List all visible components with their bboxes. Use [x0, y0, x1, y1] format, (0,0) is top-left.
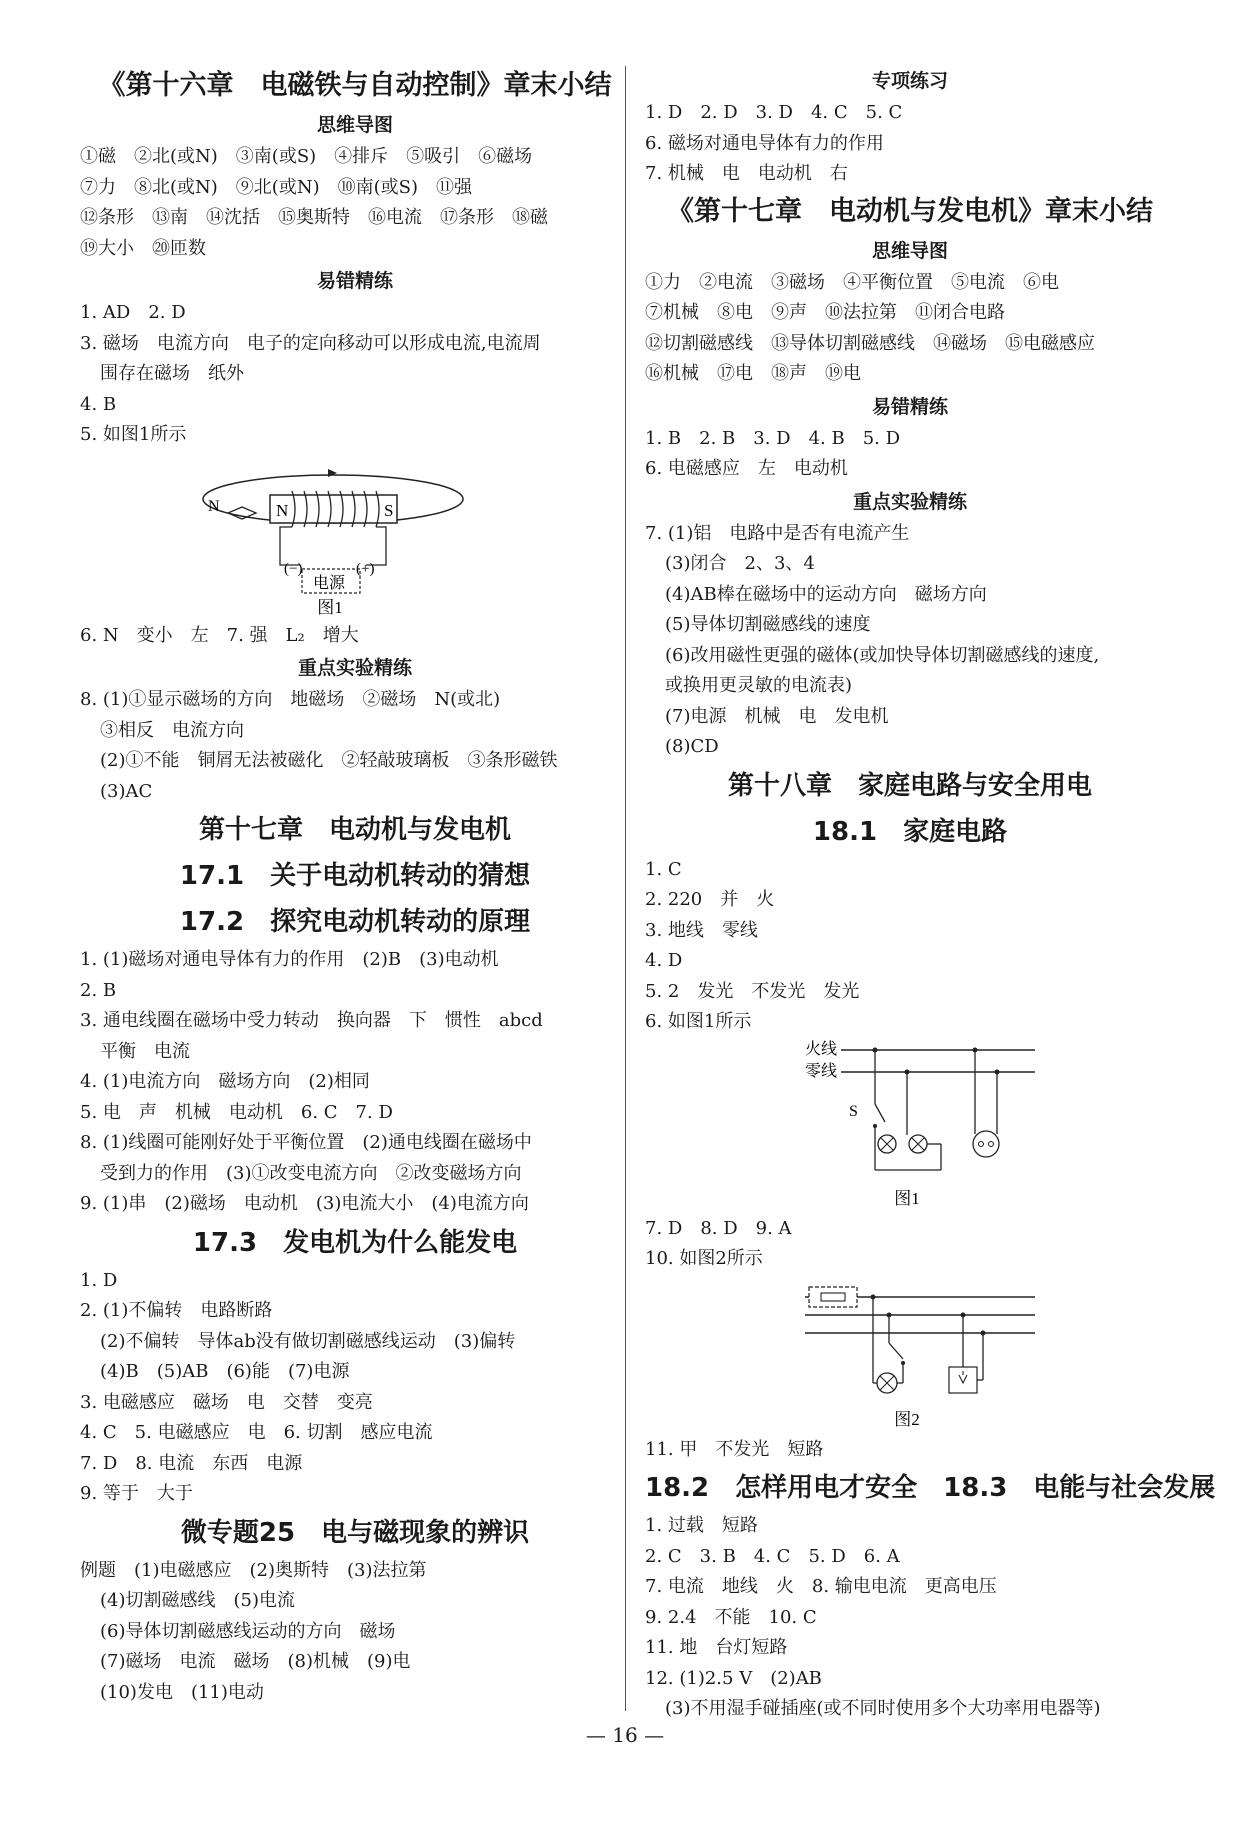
text-line: ⑯机械 ⑰电 ⑱声 ⑲电: [645, 363, 861, 384]
section-17-3-title: 17.3 发电机为什么能发电: [192, 1227, 518, 1258]
text-line: 1. AD 2. D: [80, 302, 186, 323]
figure-caption: 图2: [894, 1409, 920, 1429]
text-line: 3. 地线 零线: [645, 919, 758, 941]
neutral-wire-label: 零线: [805, 1062, 838, 1080]
mindmap-heading: 思维导图: [871, 239, 948, 262]
text-line: ①磁 ②北(或N) ③南(或S) ④排斥 ⑤吸引 ⑥磁场: [80, 146, 533, 167]
figure-household-circuit-1: [645, 1038, 1175, 1214]
text-line: 1. B 2. B 3. D 4. B 5. D: [645, 427, 901, 449]
text-line: 9. 等于 大于: [80, 1483, 193, 1504]
text-line: ⑫切割磁感线 ⑬导体切割磁感线 ⑭磁场 ⑮电磁感应: [645, 332, 1095, 354]
text-line: 平衡 电流: [100, 1040, 190, 1062]
section-18-1-title: 18.1 家庭电路: [812, 816, 1008, 847]
text-line: 3. 磁场 电流方向 电子的定向移动可以形成电流,电流周: [80, 332, 541, 354]
positive-terminal-label: (+): [356, 560, 375, 577]
right-column: [645, 64, 1216, 1725]
text-line: 1. C: [645, 858, 682, 880]
text-line: ⑦力 ⑧北(或N) ⑨北(或N) ⑩南(或S) ⑪强: [80, 176, 472, 198]
text-line: (4)AB棒在磁场中的运动方向 磁场方向: [665, 583, 987, 605]
household-circuit-diagram: [645, 1038, 1175, 1214]
text-line: 4. (1)电流方向 磁场方向 (2)相同: [80, 1071, 370, 1092]
text-line: 1. 过载 短路: [645, 1515, 758, 1536]
errors-heading: 易错精练: [316, 270, 393, 292]
special-practice-heading: 专项练习: [871, 70, 948, 92]
text-line: 7. (1)铝 电路中是否有电流产生: [645, 522, 910, 544]
text-line: 12. (1)2.5 V (2)AB: [645, 1667, 822, 1689]
text-line: (5)导体切割磁感线的速度: [665, 614, 871, 635]
text-line: 11. 地 台灯短路: [645, 1637, 788, 1658]
text-line: 围存在磁场 纸外: [100, 363, 244, 384]
text-line: 2. (1)不偏转 电路断路: [80, 1300, 273, 1321]
figure-caption: 图1: [317, 597, 343, 617]
experiment-heading: 重点实验精练: [297, 657, 412, 679]
text-line: 2. C 3. B 4. C 5. D 6. A: [645, 1545, 900, 1567]
text-line: 2. B: [80, 979, 117, 1001]
text-line: 1. D: [80, 1269, 118, 1291]
left-column: [80, 64, 630, 1708]
text-line: 6. N 变小 左 7. 强 L₂ 增大: [80, 624, 359, 646]
text-line: 1. D 2. D 3. D 4. C 5. C: [645, 102, 903, 123]
text-line: ⑲大小 ⑳匝数: [80, 237, 206, 259]
text-line: 5. 2 发光 不发光 发光: [645, 980, 860, 1002]
chapter17-title: 第十七章 电动机与发电机: [198, 815, 511, 845]
text-line: (6)改用磁性更强的磁体(或加快导体切割磁感线的速度,: [665, 644, 1100, 666]
switch-label: S: [849, 1102, 858, 1120]
text-line: 4. D: [645, 950, 683, 971]
text-line: 7. D 8. 电流 东西 电源: [80, 1452, 303, 1474]
text-line: 9. (1)串 (2)磁场 电动机 (3)电流大小 (4)电流方向: [80, 1193, 529, 1214]
figure-caption: 图1: [894, 1188, 920, 1208]
core-n-label: N: [276, 500, 289, 520]
core-s-label: S: [384, 500, 394, 520]
text-line: (4)切割磁感线 (5)电流: [100, 1590, 295, 1611]
text-line: (3)AC: [100, 780, 153, 802]
text-line: ⑦机械 ⑧电 ⑨声 ⑩法拉第 ⑪闭合电路: [645, 302, 1005, 323]
section-18-2-title: 18.2 怎样用电才安全 18.3 电能与社会发展: [645, 1473, 1216, 1503]
experiment-heading: 重点实验精练: [852, 490, 967, 513]
text-line: (8)CD: [665, 736, 719, 757]
power-source-label: 电源: [313, 574, 346, 592]
text-line: (4)B (5)AB (6)能 (7)电源: [100, 1361, 350, 1382]
text-line: (7)磁场 电流 磁场 (8)机械 (9)电: [100, 1651, 411, 1672]
compass-n-label: N: [208, 497, 220, 515]
chapter18-title: 第十八章 家庭电路与安全用电: [727, 770, 1092, 801]
text-line: 8. (1)①显示磁场的方向 地磁场 ②磁场 N(或北): [80, 689, 501, 710]
text-line: (7)电源 机械 电 发电机: [665, 705, 889, 727]
text-line: 1. (1)磁场对通电导体有力的作用 (2)B (3)电动机: [80, 949, 499, 970]
text-line: 6. 磁场对通电导体有力的作用: [645, 132, 884, 154]
text-line: ①力 ②电流 ③磁场 ④平衡位置 ⑤电流 ⑥电: [645, 271, 1059, 293]
text-line: 9. 2.4 不能 10. C: [645, 1606, 817, 1628]
text-line: 6. 如图1所示: [645, 1011, 752, 1032]
mindmap-heading: 思维导图: [316, 114, 393, 136]
text-line: (2)不偏转 导体ab没有做切割磁感线运动 (3)偏转: [100, 1330, 516, 1352]
negative-terminal-label: (−): [284, 560, 303, 577]
text-line: 3. 通电线圈在磁场中受力转动 换向器 下 惯性 abcd: [80, 1010, 543, 1031]
text-line: 7. 电流 地线 火 8. 输电电流 更高电压: [645, 1576, 997, 1597]
text-line: 7. 机械 电 电动机 右: [645, 163, 848, 184]
text-line: 4. B: [80, 393, 117, 415]
text-line: ③相反 电流方向: [100, 719, 244, 741]
fuse-circuit-diagram: [645, 1275, 1175, 1435]
figure-household-circuit-2: [645, 1275, 1175, 1435]
text-line: (2)①不能 铜屑无法被磁化 ②轻敲玻璃板 ③条形磁铁: [100, 750, 558, 771]
text-line: 例题 (1)电磁感应 (2)奥斯特 (3)法拉第: [80, 1559, 427, 1581]
summary17-title: 《第十七章 电动机与发电机》章末小结: [667, 195, 1153, 227]
summary16-title: 《第十六章 电磁铁与自动控制》章末小结: [98, 70, 612, 101]
micro-topic-25-title: 微专题25 电与磁现象的辨识: [180, 1517, 530, 1548]
text-line: 2. 220 并 火: [645, 889, 775, 910]
section-17-2-title: 17.2 探究电动机转动的原理: [179, 907, 531, 937]
text-line: 7. D 8. D 9. A: [645, 1217, 792, 1239]
text-line: 3. 电磁感应 磁场 电 交替 变亮: [80, 1391, 373, 1413]
page-number: — 16 —: [585, 1723, 665, 1747]
live-wire-label: 火线: [805, 1040, 838, 1058]
figure-electromagnet: [80, 451, 630, 621]
electromagnet-diagram: [80, 451, 630, 621]
text-line: (10)发电 (11)电动: [100, 1681, 264, 1703]
text-line: 或换用更灵敏的电流表): [665, 675, 853, 696]
text-line: 10. 如图2所示: [645, 1248, 763, 1269]
errors-heading: 易错精练: [871, 395, 948, 418]
text-line: 受到力的作用 (3)①改变电流方向 ②改变磁场方向: [100, 1162, 522, 1184]
text-line: 6. 电磁感应 左 电动机: [645, 458, 848, 479]
text-line: 5. 电 声 机械 电动机 6. C 7. D: [80, 1101, 393, 1123]
text-line: 8. (1)线圈可能刚好处于平衡位置 (2)通电线圈在磁场中: [80, 1132, 532, 1153]
text-line: ⑫条形 ⑬南 ⑭沈括 ⑮奥斯特 ⑯电流 ⑰条形 ⑱磁: [80, 207, 548, 228]
text-line: (6)导体切割磁感线运动的方向 磁场: [100, 1620, 396, 1642]
text-line: 4. C 5. 电磁感应 电 6. 切割 感应电流: [80, 1422, 433, 1443]
section-17-1-title: 17.1 关于电动机转动的猜想: [179, 861, 531, 891]
text-line: (3)不用湿手碰插座(或不同时使用多个大功率用电器等): [665, 1698, 1101, 1719]
text-line: 11. 甲 不发光 短路: [645, 1438, 824, 1460]
text-line: (3)闭合 2、3、4: [665, 553, 815, 574]
text-line: 5. 如图1所示: [80, 424, 187, 445]
